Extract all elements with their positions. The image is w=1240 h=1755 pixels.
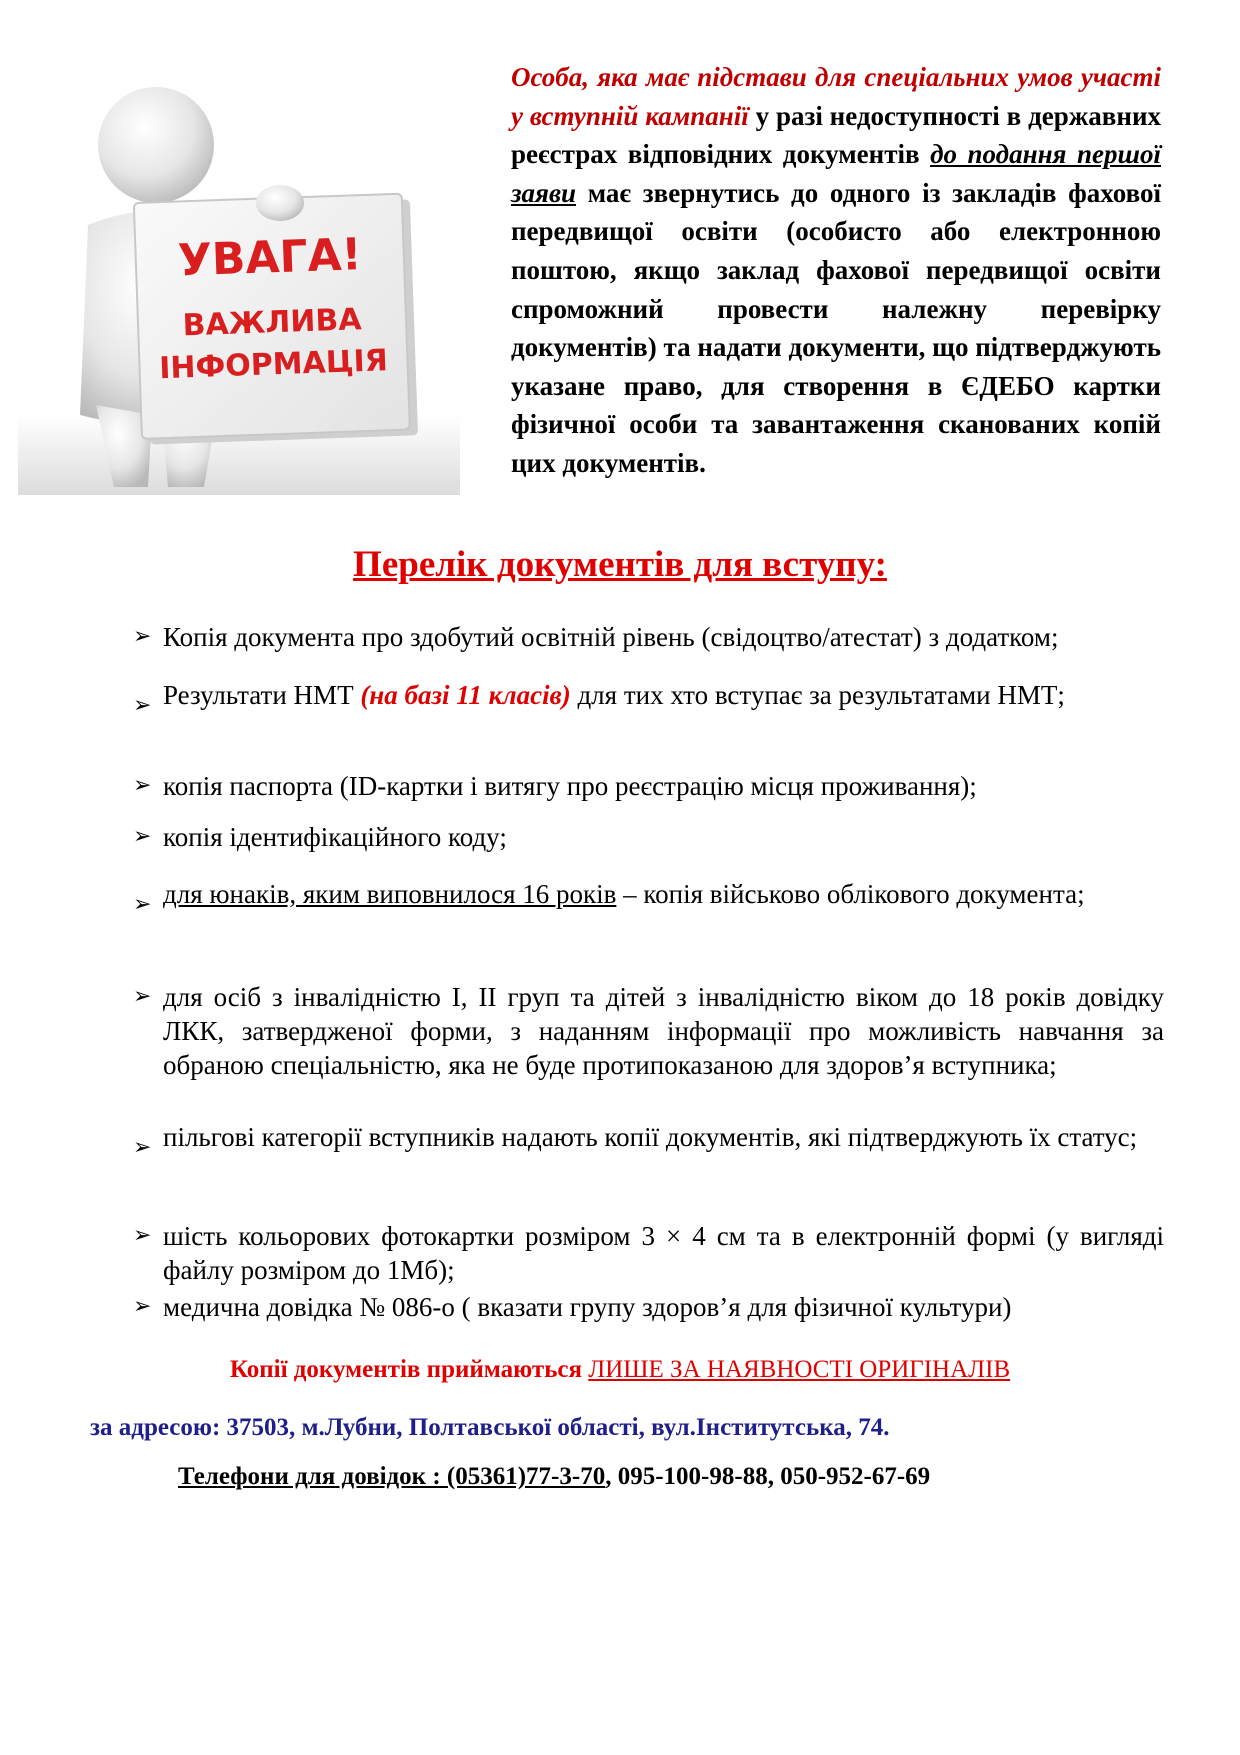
bullet-icon: ➢ — [133, 1294, 152, 1319]
list-item-text: копія паспорта (ID-картки і витягу про реєстрацію місця проживання); — [163, 771, 977, 801]
list-item-text-a: Результати НМТ — [163, 680, 361, 710]
phones-label: Телефони для довідок : — [178, 1463, 447, 1490]
list-item — [133, 618, 1164, 656]
address: за адресою: 37503, м.Лубни, Полтавської області, вул.Інститутська, 74. — [90, 1414, 890, 1441]
list-item-highlight: (на базі 11 класів) — [360, 680, 571, 710]
list-item — [133, 818, 1164, 856]
phone-numbers-rest: , 095-100-98-88, 050-952-67-69 — [605, 1463, 931, 1490]
list-item — [133, 865, 1164, 924]
phones-line — [178, 1460, 930, 1494]
intro-text-1: у разі недоступності в державних реєстрах відповідних документів — [511, 100, 1161, 170]
attention-illustration — [18, 85, 460, 495]
list-item-text: Копія документа про здобутий освітній рівень (свідоцтво/атестат) з додатком; — [163, 622, 1059, 652]
list-item-text — [163, 667, 1164, 724]
sign-line-3: ІНФОРМАЦІЯ — [158, 343, 389, 387]
list-item-text — [163, 865, 1164, 924]
list-item — [133, 1219, 1164, 1287]
bullet-icon: ➢ — [133, 773, 152, 798]
bullet-icon: ➢ — [133, 892, 152, 917]
list-item-text: медична довідка № 086-о ( вказати групу здоров’я для фізичної культури) — [163, 1292, 1012, 1322]
sign-line-2: ВАЖЛИВА — [182, 302, 363, 344]
intro-deadline: до подання першої заяви — [511, 139, 1161, 208]
bullet-icon: ➢ — [133, 1135, 152, 1160]
figure-head — [98, 87, 214, 203]
list-item-underlined: для юнаків, яким виповнилося 16 років — [163, 879, 617, 909]
list-item — [133, 980, 1164, 1082]
list-item — [133, 1109, 1164, 1166]
intro-highlight: Особа, яка має підстави для спеціальних умов участі у вступній кампанії — [511, 62, 1161, 131]
intro-paragraph — [511, 58, 1161, 483]
list-item — [133, 667, 1164, 724]
list-item-text: для осіб з інвалідністю І, ІІ груп та дітей з інвалідністю віком до 18 років довідку ЛКК, затвердженої форми, з наданням інформації про можливість навчання за обраною спеціальністю, яка не буде протипоказаною для здоров’я вступника; — [163, 982, 1164, 1080]
list-item-text: пільгові категорії вступників надають копії документів, які підтверджують їх статус; — [163, 1122, 1138, 1152]
phone-number-1: (05361)77-3-70 — [446, 1463, 606, 1490]
documents-list-title: Перелік документів для вступу: — [353, 544, 887, 585]
bullet-icon: ➢ — [133, 693, 152, 718]
list-item — [133, 1290, 1164, 1324]
list-item-text-b: для тих хто вступає за результатами НМТ; — [570, 680, 1065, 710]
copies-notice — [0, 1353, 1240, 1387]
bullet-icon: ➢ — [133, 624, 152, 649]
bullet-icon: ➢ — [133, 1223, 152, 1248]
intro-text-2: має звернутись до одного із закладів фахової передвищої освіти (особисто або електронною поштою, якщо заклад фахової передвищої освіти спроможний провести належну перевірку документів) та надати документи, що підтверджують указане право, для створення в ЄДЕБО картки фізичної особи та завантаження сканованих копій цих документів. — [511, 177, 1161, 478]
sign-line-1: УВАГА! — [177, 229, 363, 287]
list-item-text-b: – копія військово облікового документа; — [616, 879, 1085, 909]
copies-notice-text: Копії документів приймаються — [229, 1356, 589, 1383]
list-item — [133, 767, 1164, 805]
figure-hand — [256, 185, 304, 221]
bullet-icon: ➢ — [133, 984, 152, 1009]
copies-notice-originals: ЛИШЕ ЗА НАЯВНОСТІ ОРИГІНАЛІВ — [588, 1356, 1011, 1383]
bullet-icon: ➢ — [133, 824, 152, 849]
list-item-text: копія ідентифікаційного коду; — [163, 822, 507, 852]
list-item-text: шість кольорових фотокартки розміром 3 × 4 см та в електронній формі (у вигляді файлу розміром до 1Мб); — [163, 1221, 1164, 1285]
